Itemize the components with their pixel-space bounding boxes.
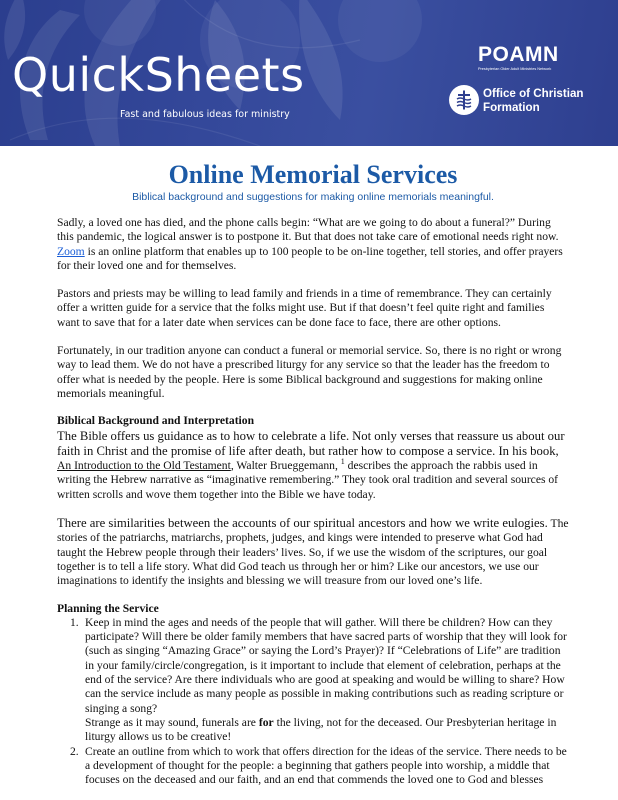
paragraph-tradition: Fortunately, in our tradition anyone can conduct a funeral or memorial service. So, there is no right or wrong way to lead them. We do not have a prescribed liturgy for any service so that the leader has the freedom to offer what is needed by the people. Here is some Biblical background and suggestions for making online memorials meaningful.: [57, 344, 562, 400]
list-item: 2. Create an outline from which to work that offers direction for the ideas of the service. There needs to be a development of thought for the people: a beginning that gathers people into worship, a middle that focuses on the deceased and our faith, and an end that commends the loved one to God and blesses: [70, 744, 567, 787]
quicksheets-title: QuickSheets: [12, 48, 305, 102]
header-banner: [0, 0, 618, 146]
zoom-link[interactable]: Zoom: [57, 244, 85, 258]
list-item: 1. Keep in mind the ages and needs of the people that will gather. Will there be children? How can they participate? Will there be older family members that have sacred parts of worship that they will look for (such as singing “Amazing Grace” or saying the Lord’s Prayer)? If “Celebrations of Life” are tradition in your family/circle/congregation, is it important to include that element of celebration, perhaps at the end of the service? Are there individuals who are good at speaking and would be willing to share? How can the service include as many people as possible in making contributions such as reading scripture or singing a song? Strange as it may sound, funerals are for the living, not for the deceased. Our Presbyterian heritage in liturgy allows us to be creative!: [70, 615, 567, 744]
poamn-logo-block: [478, 44, 608, 71]
intro-paragraph: Sadly, a loved one has died, and the phone calls begin: “What are we going to do about a funeral?” During this pandemic, the logical answer is to postpone it. But that does not take care of emotional needs right now. Zoom is an online platform that enables up to 100 people to be on-line together, tell stories, and offer prayers for their loved one and for themselves.: [57, 216, 563, 272]
presbyterian-seal-icon: [449, 85, 479, 115]
poamn-logo: POAMN: [478, 43, 559, 66]
footnote-marker: 1: [340, 457, 345, 467]
poamn-subtitle: Presbyterian Older Adult Ministries Network: [478, 67, 552, 71]
quicksheets-tagline: Fast and fabulous ideas for ministry: [120, 109, 290, 120]
office-of-christian-formation-label: Office of Christian Formation: [483, 87, 584, 114]
document-body: [57, 160, 569, 787]
document-subtitle: Biblical background and suggestions for making online memorials meaningful.: [132, 191, 494, 203]
document-title: Online Memorial Services: [168, 160, 458, 189]
book-title: An Introduction to the Old Testament: [57, 459, 231, 473]
section-heading-biblical-background: Biblical Background and Interpretation: [57, 414, 255, 428]
paragraph-pastors: Pastors and priests may be willing to lead family and friends in a time of remembrance. They can certainly offer a written guide for a service that the folks might use. But if that doesn’t feel quite right and families want to save that for a later date when services can be done face to face, there are other options.: [57, 287, 552, 329]
planning-list: [57, 616, 569, 788]
paragraph-biblical-guidance: The Bible offers us guidance as to how to celebrate a life. Not only verses that reassure us about our faith in Christ and the promise of life after death, but rather how to compose a service. In his book, An Introduction to the Old Testament, Walter Brueggemann, $^1$ describes the approach the rabbis used in writing the Hebrew narrative as “imaginative remembering.” They took oral tradition and several sources of written scrolls and wove them together into the Bible we have today.: [57, 428, 565, 501]
ocf-logo-block: [449, 84, 614, 124]
paragraph-eulogies: There are similarities between the accounts of our spiritual ancestors and how we write eulogies. The stories of the patriarchs, matriarchs, prophets, judges, and kings were intended to preserve what God had taught the Hebrew people through their leaders’ lives. So, if we use the wisdom of the scriptures, our goal together is to tell a life story. What did God teach us through her or him? Like our ancestors, we use our imaginations to identify the insights and blessing we will treasure from our loved one’s life.: [57, 516, 569, 588]
section-heading-planning: Planning the Service: [57, 601, 159, 615]
